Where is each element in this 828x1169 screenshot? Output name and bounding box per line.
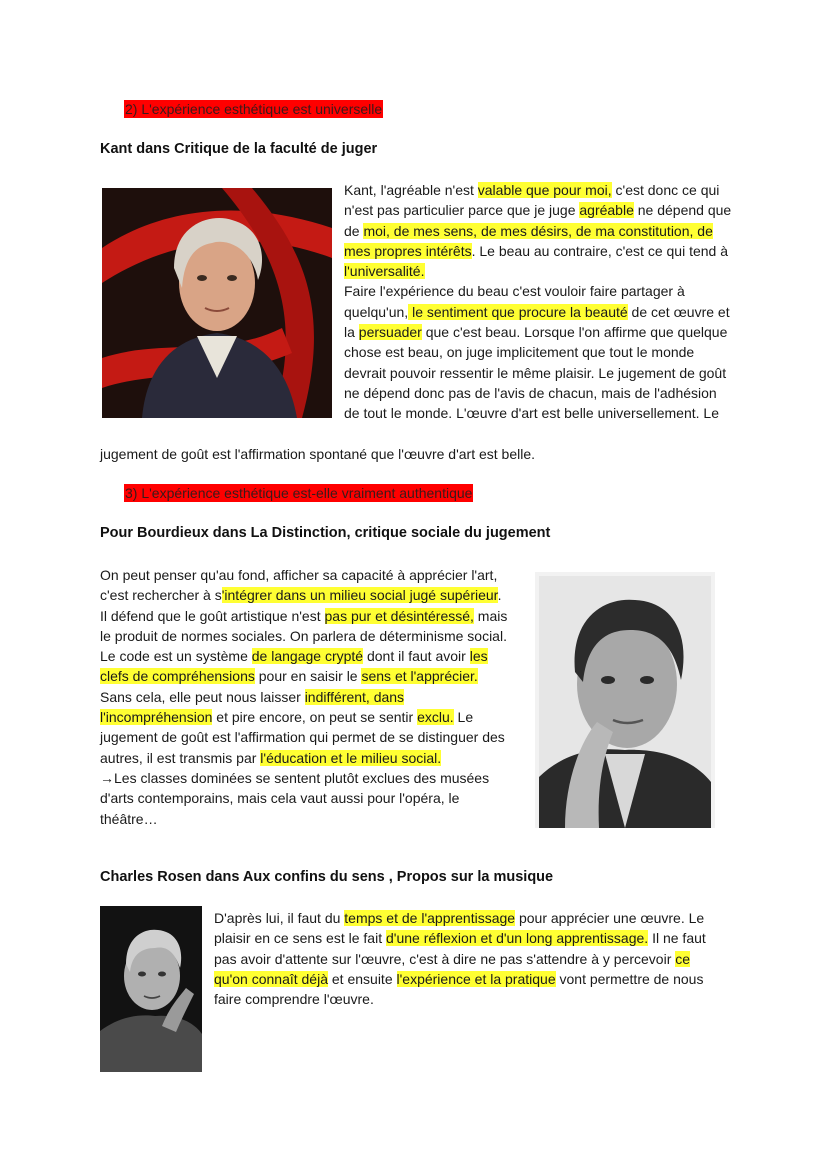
text-run: pour en saisir le — [254, 668, 362, 685]
highlight: temps et de l'apprentissage — [344, 910, 516, 926]
highlight: persuader — [358, 324, 422, 341]
highlight: l'éducation et le milieu social. — [260, 749, 442, 766]
text-run: . Il défend que le goût artistique n'est — [100, 587, 502, 624]
highlight: l'expérience et la pratique — [396, 970, 556, 987]
text-run: dont il faut avoir — [363, 648, 470, 665]
section-heading-authentic: 3) L'expérience esthétique est-elle vraiment authentique — [125, 485, 473, 501]
text-run: ne dépend que de — [344, 202, 732, 239]
highlight: le sentiment que procure la beauté — [408, 303, 628, 320]
kant-paragraph-end: jugement de goût est l'affirmation spontané que l'œuvre d'art est belle. — [100, 446, 536, 462]
highlight: 'intégrer dans un milieu social jugé supérieur — [221, 587, 498, 604]
highlight: agréable — [579, 202, 634, 219]
kant-subheading: Kant dans Critique de la faculté de juger — [100, 141, 378, 157]
text-run: c'est donc ce qui n'est pas particulier parce que je juge — [344, 182, 720, 219]
highlight: sens et l'apprécier. — [361, 668, 478, 685]
text-run: mais le produit de normes sociales. On parlera de déterminisme social. — [100, 607, 508, 644]
highlight: l'universalité. — [344, 263, 425, 280]
text-run: Kant, l'agréable n'est — [344, 182, 478, 198]
text-run: que c'est beau. Lorsque l'on affirme que quelque chose est beau, on juge implicitement que tout le monde devrait pouvoir ressentir le même plaisir. Le jugement de goût ne dépend donc pas de l'avis de chacun, mais de l'adhésion de tout le monde. L'œuvre d'art est belle universellement. Le — [344, 324, 728, 422]
highlight: valable que pour moi, — [477, 182, 612, 198]
bourdieu-paragraph — [100, 565, 512, 829]
bourdieu-subheading: Pour Bourdieux dans La Distinction, critique sociale du jugement — [100, 525, 551, 541]
text-run: et ensuite — [328, 970, 397, 987]
text-run: de cet œuvre et la — [344, 303, 730, 341]
highlight: exclu. — [417, 709, 454, 726]
highlight: ce qu'on connaît déjà — [214, 950, 691, 987]
section-heading-universal: 2) L'expérience esthétique est universelle — [125, 101, 383, 117]
highlight: pas pur et désintéressé, — [324, 607, 474, 624]
text-run: pour apprécier une œuvre. Le plaisir en ce sens est le fait — [214, 910, 705, 947]
text-run: . Le beau au contraire, c'est ce qui tend à — [471, 242, 729, 259]
text-run: Le code est un système — [100, 648, 252, 665]
bourdieu-portrait — [535, 572, 715, 828]
text-run: D'après lui, il faut du — [214, 910, 345, 926]
text-run: On peut penser qu'au fond, afficher sa capacité à apprécier l'art, c'est rechercher à s — [100, 567, 498, 604]
text-run: Sans cela, elle peut nous laisser — [100, 688, 305, 705]
text-run: Le jugement de goût est l'affirmation qui permet de se distinguer des autres, il est transmis par — [100, 709, 505, 766]
text-run: →Les classes dominées se sentent plutôt exclues des musées d'arts contemporains, mais cela vaut aussi pour l'opéra, le théâtre… — [100, 769, 490, 827]
text-run: Il ne faut pas avoir d'attente sur l'œuvre, c'est à dire ne pas s'attendre à y percevoir — [214, 930, 706, 967]
rosen-subheading: Charles Rosen dans Aux confins du sens , Propos sur la musique — [100, 869, 554, 885]
highlight: moi, de mes sens, de mes désirs, de ma constitution, de mes propres intérêts — [344, 222, 713, 259]
text-run: vont permettre de nous faire comprendre l'œuvre. — [214, 970, 704, 1008]
text-run: et pire encore, on peut se sentir — [212, 709, 418, 726]
rosen-portrait — [100, 906, 202, 1072]
highlight: indifférent, dans l'incompréhension — [100, 688, 405, 726]
highlight: les clefs de compréhensions — [100, 648, 488, 685]
kant-paragraph — [344, 180, 734, 424]
kant-portrait — [102, 188, 332, 418]
rosen-paragraph — [214, 908, 724, 1009]
highlight: de langage crypté — [251, 648, 364, 665]
highlight: d'une réflexion et d'un long apprentissage. — [385, 930, 649, 947]
text-run: Faire l'expérience du beau c'est vouloir faire partager à quelqu'un, — [344, 283, 685, 320]
